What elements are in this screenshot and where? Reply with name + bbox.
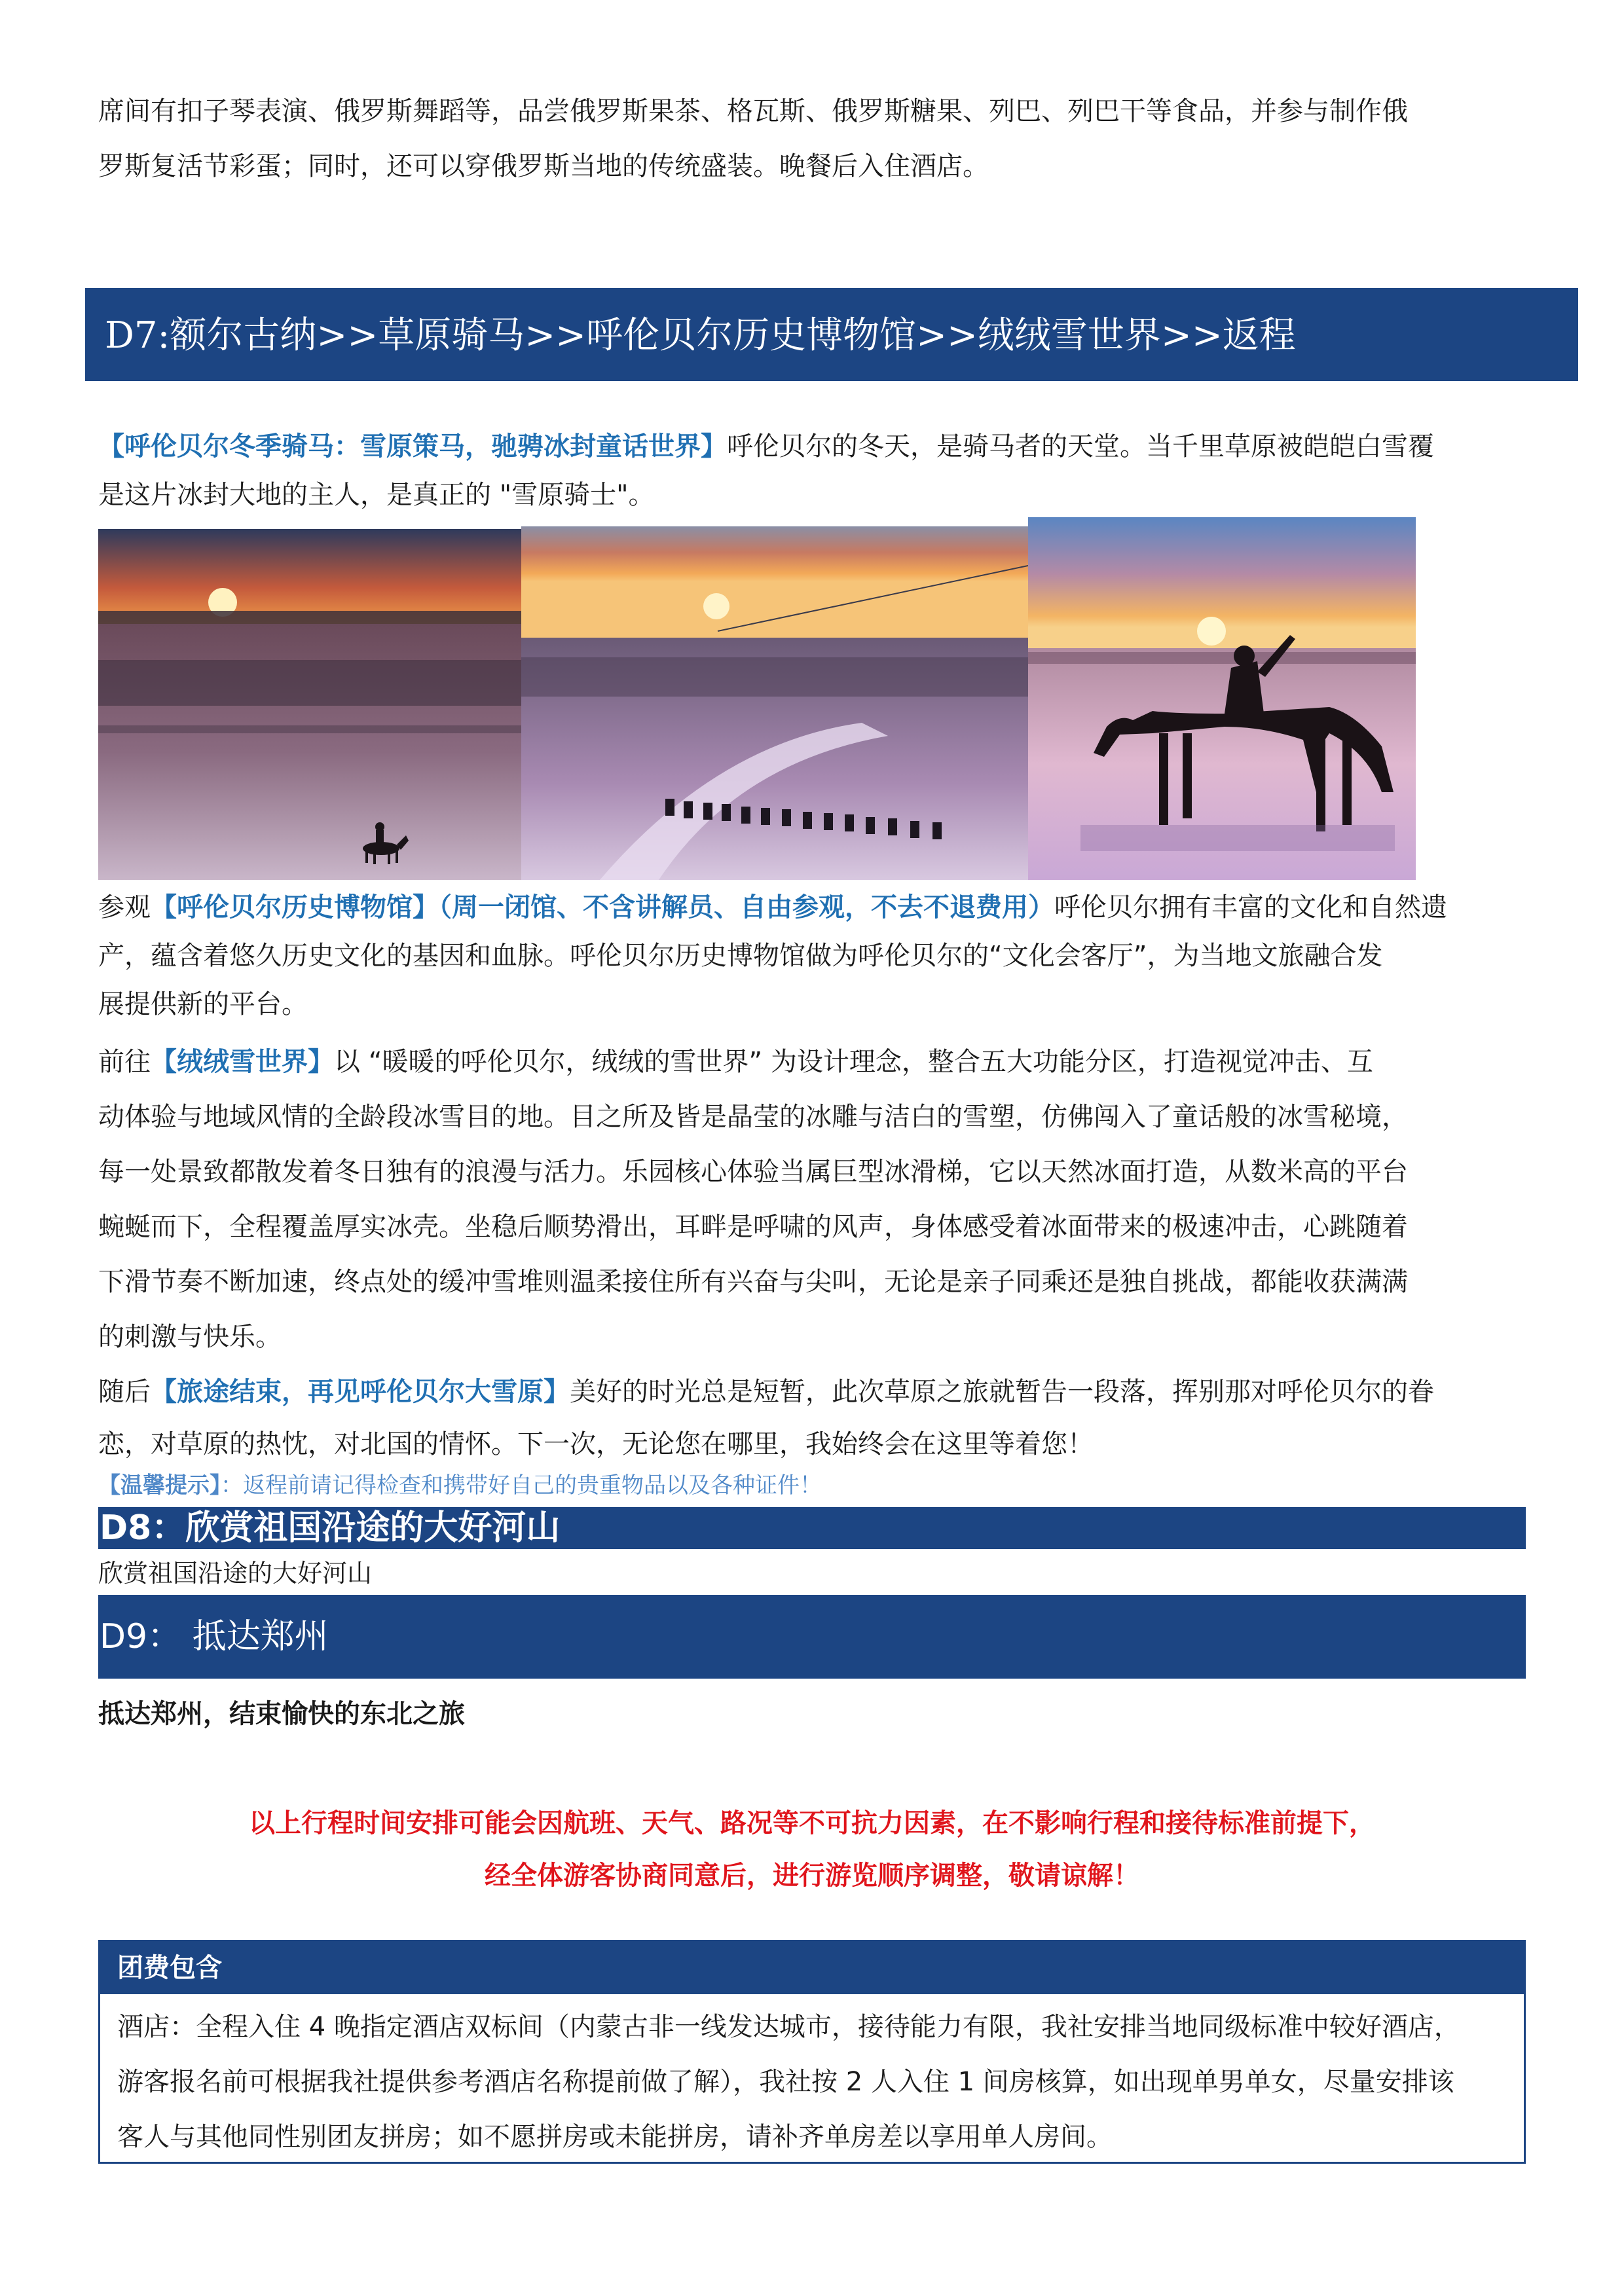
riding-text-1: 呼伦贝尔的冬天，是骑马者的天堂。当千里草原被皑皑白雪覆	[727, 431, 1434, 462]
end-line-1	[98, 1364, 1434, 1419]
d9-title: D9： 抵达郑州	[100, 1617, 329, 1656]
intro-line-1: 席间有扣子琴表演、俄罗斯舞蹈等，品尝俄罗斯果茶、格瓦斯、俄罗斯糖果、列巴、列巴干等食品，并参与制作俄	[98, 96, 1408, 126]
museum-line-3: 展提供新的平台。	[98, 989, 308, 1019]
photo-sunset-rider-graphic	[98, 529, 521, 880]
tip-text: ：返程前请记得检查和携带好自己的贵重物品以及各种证件！	[221, 1472, 822, 1499]
snow-line-6: 的刺激与快乐。	[98, 1322, 282, 1352]
end-highlight: 【旅途结束，再见呼伦贝尔大雪原】	[151, 1377, 570, 1407]
snow-line-3: 每一处景致都散发着冬日独有的浪漫与活力。乐园核心体验当属巨型冰滑梯，它以天然冰面打造，从数米高的平台	[98, 1157, 1408, 1187]
museum-text-1: 呼伦贝尔拥有丰富的文化和自然遗	[1054, 892, 1447, 922]
snow-line-2: 动体验与地域风情的全龄段冰雪目的地。目之所及皆是晶莹的冰雕与洁白的雪塑，仿佛闯入了童话般的冰雪秘境，	[98, 1102, 1408, 1132]
fee-line-3: 客人与其他同性别团友拼房；如不愿拼房或未能拼房，请补齐单房差以享用单人房间。	[117, 2122, 1113, 2152]
d8-title: D8：欣赏祖国沿途的大好河山	[100, 1508, 561, 1548]
d9-text: 抵达郑州，结束愉快的东北之旅	[98, 1699, 465, 1729]
museum-line-1	[98, 880, 1447, 935]
intro-line-2: 罗斯复活节彩蛋；同时，还可以穿俄罗斯当地的传统盛装。晚餐后入住酒店。	[98, 151, 989, 181]
d8-text: 欣赏祖国沿途的大好河山	[98, 1559, 373, 1588]
photo-horse-rider	[1028, 517, 1416, 880]
snow-line-4: 蜿蜒而下，全程覆盖厚实冰壳。坐稳后顺势滑出，耳畔是呼啸的风声，身体感受着冰面带来的极速冲击，心跳随着	[98, 1212, 1408, 1242]
d7-header	[85, 288, 1578, 381]
end-prefix: 随后	[98, 1377, 151, 1407]
d7-title: D7:额尔古纳>>草原骑马>>呼伦贝尔历史博物馆>>绒绒雪世界>>返程	[105, 314, 1296, 357]
snow-line-1	[98, 1034, 1373, 1089]
museum-highlight: 【呼伦贝尔历史博物馆】（周一闭馆、不含讲解员、自由参观，不去不退费用）	[151, 892, 1054, 922]
snow-highlight: 【绒绒雪世界】	[151, 1047, 334, 1077]
notice-line-1: 以上行程时间安排可能会因航班、天气、路况等不可抗力因素，在不影响行程和接待标准前提下，	[249, 1808, 1375, 1838]
end-text-1: 美好的时光总是短暂，此次草原之旅就暂告一段落，挥别那对呼伦贝尔的眷	[570, 1377, 1434, 1407]
snow-text-1: 以 “暖暖的呼伦贝尔，绒绒的雪世界” 为设计理念，整合五大功能分区，打造视觉冲击、互	[334, 1047, 1373, 1077]
photo-rider-caravan-graphic	[521, 526, 1028, 880]
fee-title: 团费包含	[100, 1942, 1524, 1994]
photo-sunset-rider	[98, 529, 521, 880]
tip-label: 【温馨提示】	[98, 1472, 221, 1499]
riding-line-2: 是这片冰封大地的主人，是真正的 "雪原骑士"。	[98, 480, 655, 510]
snow-prefix: 前往	[98, 1047, 151, 1077]
fee-body	[100, 1994, 1524, 2164]
end-line-2: 恋，对草原的热忱，对北国的情怀。下一次，无论您在哪里，我始终会在这里等着您！	[98, 1429, 1094, 1459]
fee-box	[98, 1940, 1526, 2164]
museum-line-2: 产，蕴含着悠久历史文化的基因和血脉。呼伦贝尔历史博物馆做为呼伦贝尔的“文化会客厅”，为当地文旅融合发	[98, 941, 1383, 971]
museum-prefix: 参观	[98, 892, 151, 922]
photo-horse-rider-graphic	[1028, 517, 1416, 880]
snow-line-5: 下滑节奏不断加速，终点处的缓冲雪堆则温柔接住所有兴奋与尖叫，无论是亲子同乘还是独自挑战，都能收获满满	[98, 1267, 1408, 1297]
tip-line	[98, 1470, 822, 1501]
fee-line-2: 游客报名前可根据我社提供参考酒店名称提前做了解），我社按 2 人入住 1 间房核算，如出现单男单女，尽量安排该	[117, 2067, 1454, 2097]
d8-header	[98, 1507, 1526, 1549]
riding-highlight: 【呼伦贝尔冬季骑马：雪原策马，驰骋冰封童话世界】	[98, 431, 727, 462]
notice-line-2: 经全体游客协商同意后，进行游览顺序调整，敬请谅解！	[485, 1861, 1139, 1891]
fee-line-1: 酒店：全程入住 4 晚指定酒店双标间（内蒙古非一线发达城市，接待能力有限，我社安排当地同级标准中较好酒店，	[117, 2012, 1460, 2042]
photo-rider-caravan	[521, 526, 1028, 880]
riding-line-1	[98, 419, 1434, 474]
d9-header	[98, 1595, 1526, 1679]
